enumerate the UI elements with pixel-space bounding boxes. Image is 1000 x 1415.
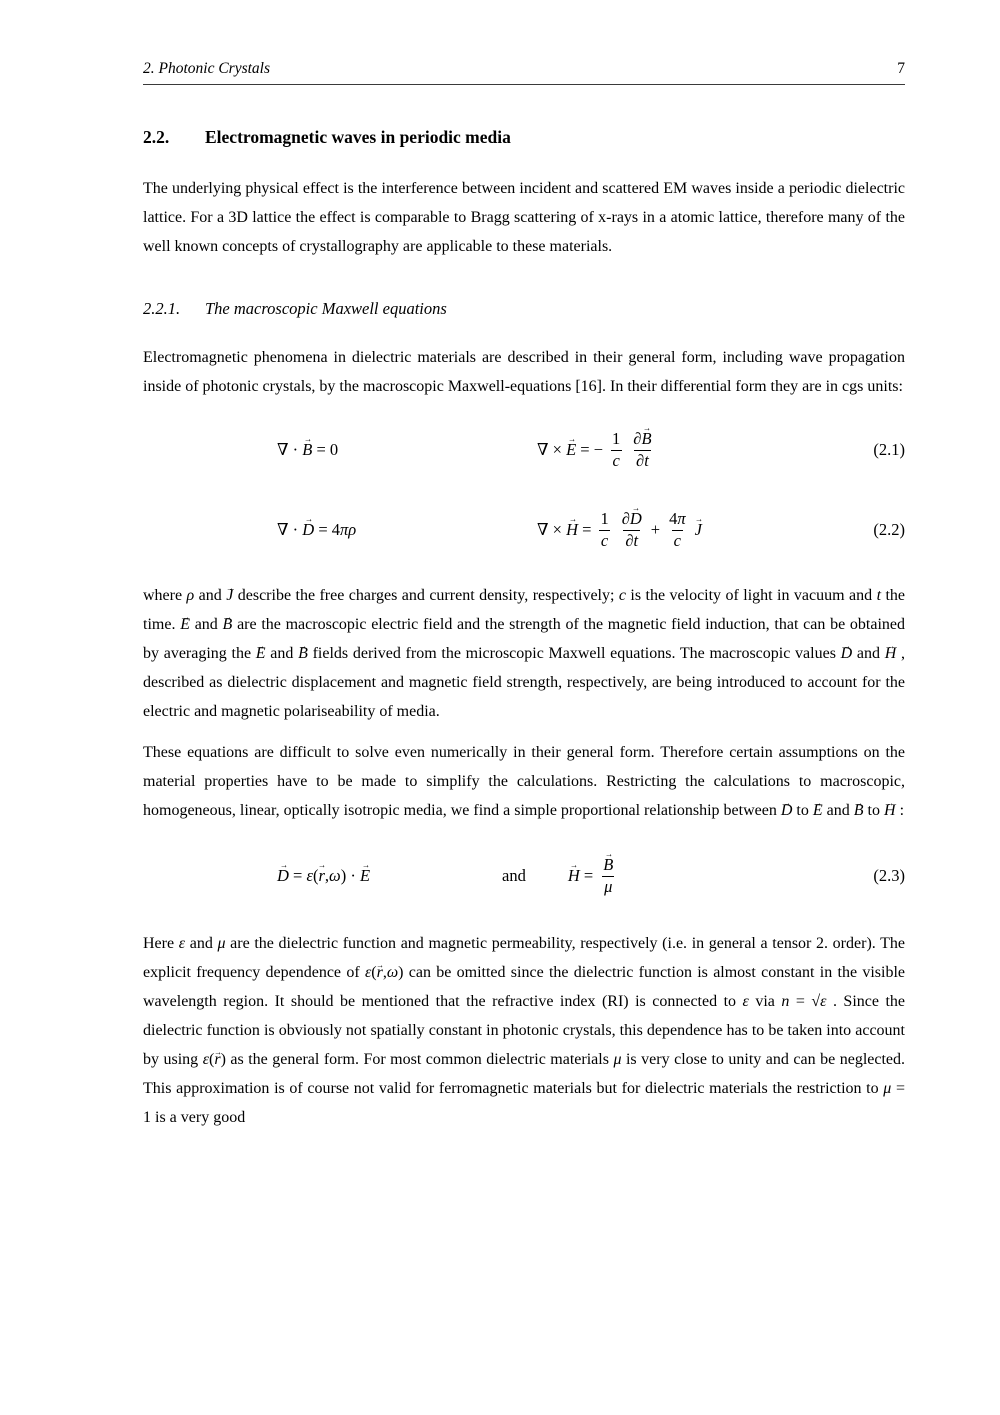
section-heading [143,127,905,148]
curl-h-expression [537,509,873,551]
curl-e-lhs: ∇ × E → = − [537,440,603,460]
fraction-B-over-mu: $\frac{B \to}{\mu}$ [601,855,615,897]
h-lhs: H → = [568,866,593,886]
page-number: 7 [897,60,905,77]
symbols-paragraph: where ρ and J → describe the free charges and current density, respectively; c is the velocity of light in vacuum and t the time. E → and B → are the macroscopic electric field and the strength of the magnetic field induction, that can be obtained by averaging the E → and B → fields derived from the microscopic Maxwell equations. The macroscopic values D → and H → , described as dielectric displacement and magnetic field strength, respectively, are being introduced to account for the electric and magnetic polariseability of media. [143,581,905,726]
fraction-dD-dt: $\frac{\partial D \to}{\partial t}$ [620,509,644,551]
conjunction-and: and [502,866,526,885]
equation-number: (2.2) [873,520,905,539]
h-equals-group [568,855,617,897]
equation-2-3 [143,849,905,903]
assumptions-paragraph: These equations are difficult to solve even numerically in their general form. Therefore certain assumptions on the material properties have to be made to simplify the calculations. Restricting the calculations to macroscopic, homogeneous, linear, optically isotropic media, we find a simple proportional relationship between D → to E → and B → to H → : [143,738,905,825]
equation-number: (2.3) [873,866,905,885]
material-properties-paragraph: Here ε and μ are the dielectric function and magnetic permeability, respectively (i.e. in general a tensor 2. order). The explicit frequency dependence of ε(r →,ω) can be omitted since the dielectric function is almost constant in the visible wavelength region. It should be mentioned that the refractive index (RI) is connected to ε via n = √ε . Since the dielectric function is obviously not spatially constant in photonic crystals, this dependence has to be taken into account by using ε(r →) as the general form. For most common dielectric materials μ is very close to unity and can be neglected. This approximation is of course not valid for ferromagnetic materials but for dielectric materials the restriction to μ = 1 is a very good [143,929,905,1132]
section-title: Electromagnetic waves in periodic media [205,127,511,147]
constitutive-h-expression [502,855,873,897]
fraction-dB-dt: $\frac{\partial B \to}{\partial t}$ [631,429,653,471]
subsection-heading [143,299,905,319]
divergence-d-expression: ∇ · D → = 4πρ [277,520,537,540]
equation-2-1 [143,423,905,477]
subsection-number: 2.2.1. [143,299,181,318]
intro-paragraph: The underlying physical effect is the interference between incident and scattered EM waves inside a periodic dielectric lattice. For a 3D lattice the effect is comparable to Bragg scattering of x-rays in a atomic lattice, therefore many of the well known concepts of crystallography are applicable to these materials. [143,180,905,255]
equation-number: (2.1) [873,440,905,459]
plus-sign: + [650,520,661,539]
running-head-title: 2. Photonic Crystals [143,60,271,77]
fraction-1-over-c: $\frac{1}{c}$ [600,508,609,550]
section-number: 2.2. [143,127,170,147]
fraction-1-over-c: $\frac{1}{c}$ [612,428,621,470]
divergence-b-expression: ∇ · B → = 0 [277,440,537,460]
constitutive-d-expression: D → = ε(r →,ω) · E → [277,866,502,886]
curl-e-expression [537,429,873,471]
page-header [143,60,905,85]
subsection-title: The macroscopic Maxwell equations [205,299,447,318]
maxwell-intro-paragraph: Electromagnetic phenomena in dielectric materials are described in their general form, including wave propagation inside of photonic crystals, by the macroscopic Maxwell-equations [16]. In their differential form they are in cgs units: [143,349,905,395]
current-density-term: J → [695,520,702,540]
fraction-4pi-over-c: $\frac{4\pi}{c}$ [669,508,686,550]
equation-2-2 [143,503,905,557]
curl-h-lhs: ∇ × H → = [537,520,591,540]
